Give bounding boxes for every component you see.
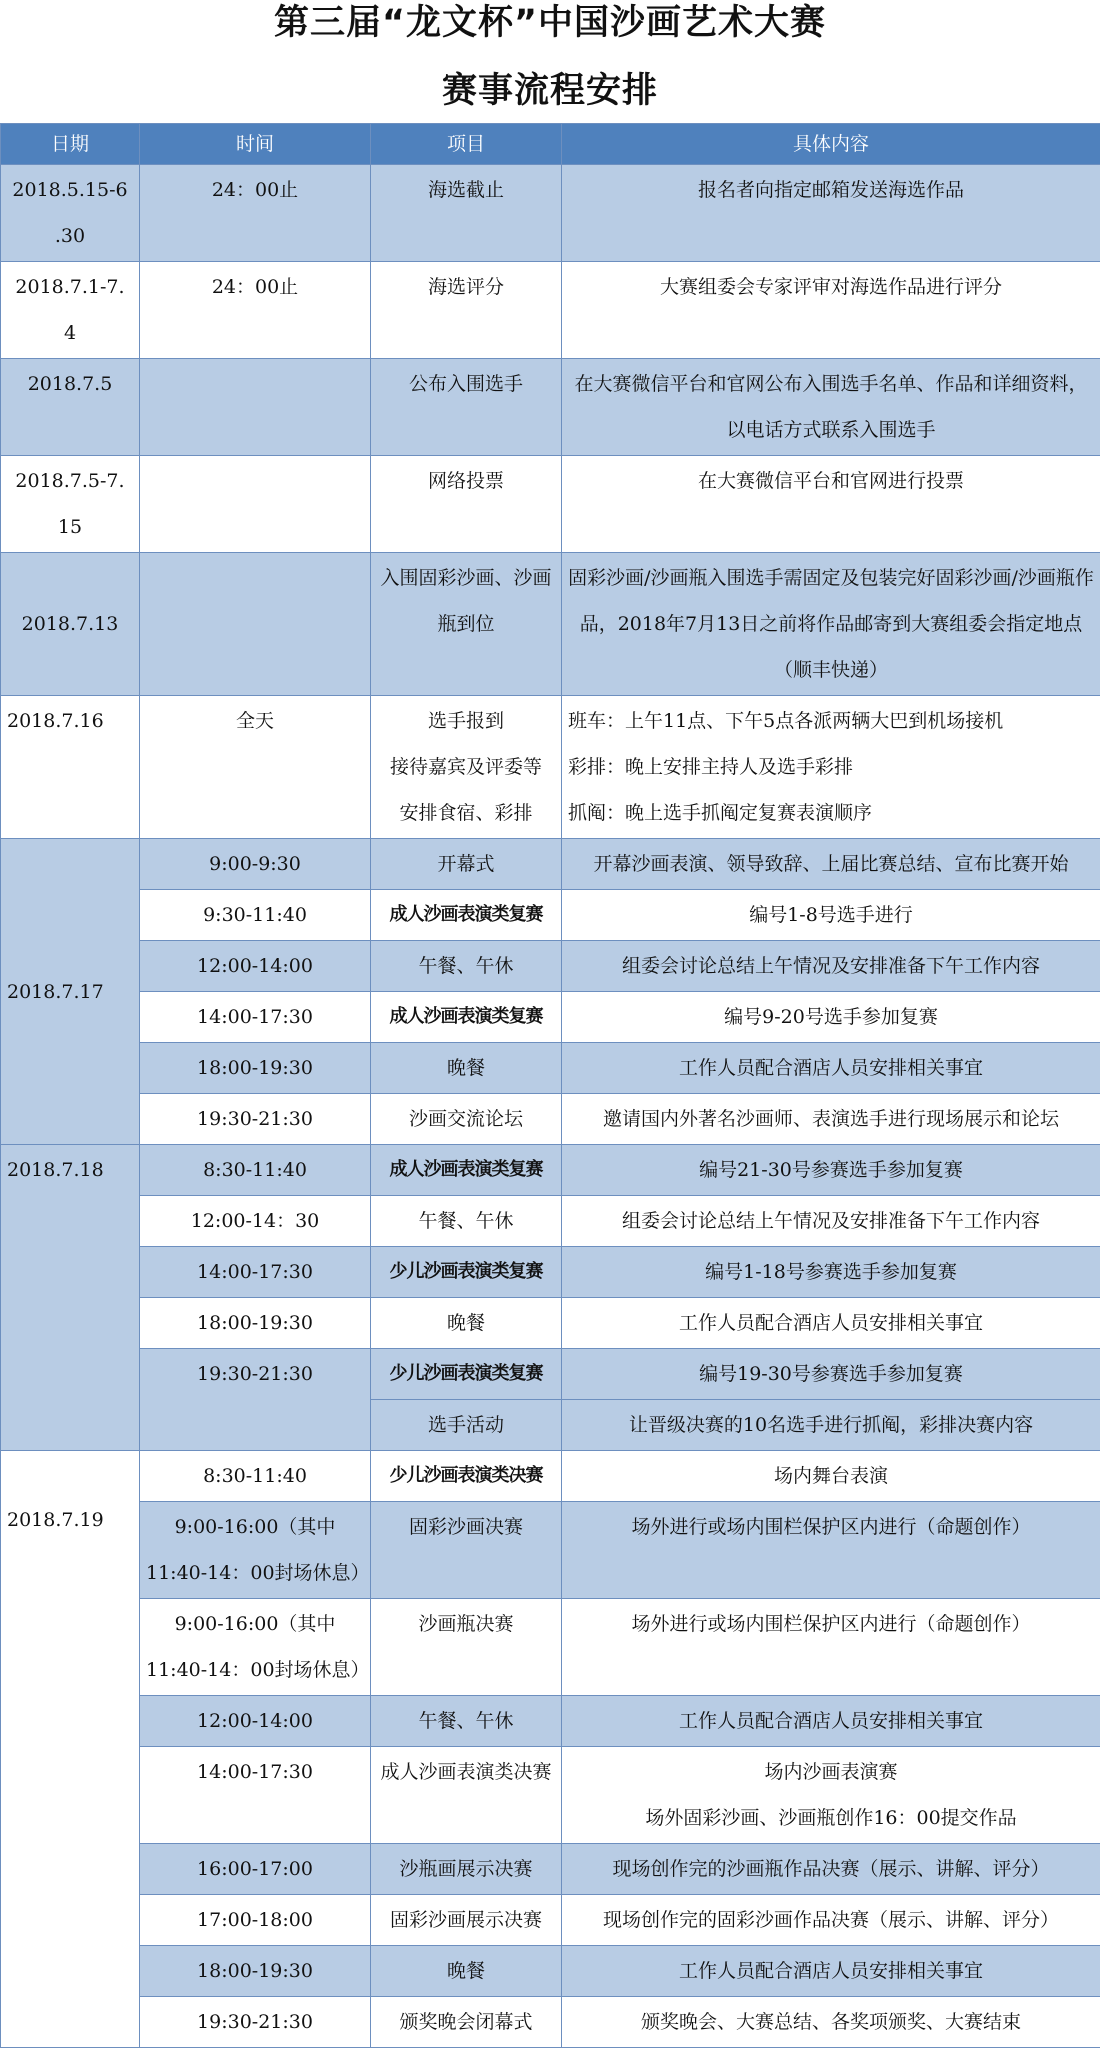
row-time: 9:00-16:00（其中11:40-14：00封场休息） — [140, 1502, 371, 1599]
row-content: 工作人员配合酒店人员安排相关事宜 — [562, 1298, 1100, 1349]
table-row — [1, 992, 1100, 1043]
row-time: 16:00-17:00 — [140, 1844, 371, 1895]
row-item: 成人沙画表演类复赛 — [371, 1145, 562, 1196]
row-content: 开幕沙画表演、领导致辞、上届比赛总结、宣布比赛开始 — [562, 839, 1100, 890]
row-content: 让晋级决赛的10名选手进行抓阄，彩排决赛内容 — [562, 1400, 1100, 1451]
row-item: 沙画瓶决赛 — [371, 1599, 562, 1696]
row-item: 固彩沙画决赛 — [371, 1502, 562, 1599]
row-time: 18:00-19:30 — [140, 1043, 371, 1094]
row-time: 14:00-17:30 — [140, 992, 371, 1043]
row-item: 成人沙画表演类复赛 — [371, 890, 562, 941]
row-item: 颁奖晚会闭幕式 — [371, 1997, 562, 2048]
table-row — [1, 1094, 1100, 1145]
table-row — [1, 1946, 1100, 1997]
row-time — [140, 553, 371, 696]
header-time: 时间 — [140, 124, 371, 165]
row-content: 编号21-30号参赛选手参加复赛 — [562, 1145, 1100, 1196]
row-date: 2018.7.5 — [1, 359, 140, 456]
row-item: 晚餐 — [371, 1043, 562, 1094]
row-time: 全天 — [140, 696, 371, 839]
row-item: 少儿沙画表演类复赛 — [371, 1349, 562, 1400]
row-time: 9:00-9:30 — [140, 839, 371, 890]
row-time: 19:30-21:30 — [140, 1349, 371, 1451]
table-row — [1, 1298, 1100, 1349]
row-content: 组委会讨论总结上午情况及安排准备下午工作内容 — [562, 1196, 1100, 1247]
row-content: 场内舞台表演 — [562, 1451, 1100, 1502]
row-time: 12:00-14:00 — [140, 941, 371, 992]
row-content: 在大赛微信平台和官网公布入围选手名单、作品和详细资料，以电话方式联系入围选手 — [562, 359, 1100, 456]
table-row — [1, 941, 1100, 992]
row-item: 沙画交流论坛 — [371, 1094, 562, 1145]
table-row — [1, 553, 1100, 696]
table-header-row — [1, 124, 1100, 165]
row-content: 工作人员配合酒店人员安排相关事宜 — [562, 1946, 1100, 1997]
header-date: 日期 — [1, 124, 140, 165]
row-item: 少儿沙画表演类复赛 — [371, 1247, 562, 1298]
row-time: 8:30-11:40 — [140, 1145, 371, 1196]
row-item: 少儿沙画表演类决赛 — [371, 1451, 562, 1502]
row-content: 现场创作完的沙画瓶作品决赛（展示、讲解、评分） — [562, 1844, 1100, 1895]
row-content: 现场创作完的固彩沙画作品决赛（展示、讲解、评分） — [562, 1895, 1100, 1946]
row-item: 固彩沙画展示决赛 — [371, 1895, 562, 1946]
row-content: 颁奖晚会、大赛总结、各奖项颁奖、大赛结束 — [562, 1997, 1100, 2048]
schedule-table — [0, 123, 1100, 2048]
table-row — [1, 1451, 1100, 1502]
row-content: 场外进行或场内围栏保护区内进行（命题创作） — [562, 1599, 1100, 1696]
table-row — [1, 890, 1100, 941]
row-content: 场外进行或场内围栏保护区内进行（命题创作） — [562, 1502, 1100, 1599]
row-time: 17:00-18:00 — [140, 1895, 371, 1946]
table-row — [1, 1747, 1100, 1844]
row-date: 2018.7.5-7. 15 — [1, 456, 140, 553]
row-item: 午餐、午休 — [371, 941, 562, 992]
row-item: 选手活动 — [371, 1400, 562, 1451]
row-content: 班车：上午11点、下午5点各派两辆大巴到机场接机 彩排：晚上安排主持人及选手彩排 抓阄：晚上选手抓阄定复赛表演顺序 — [562, 696, 1100, 839]
row-time: 8:30-11:40 — [140, 1451, 371, 1502]
table-row — [1, 165, 1100, 262]
row-time: 9:30-11:40 — [140, 890, 371, 941]
row-time: 24：00止 — [140, 262, 371, 359]
row-content: 编号9-20号选手参加复赛 — [562, 992, 1100, 1043]
row-time: 24：00止 — [140, 165, 371, 262]
row-content: 邀请国内外著名沙画师、表演选手进行现场展示和论坛 — [562, 1094, 1100, 1145]
row-time: 14:00-17:30 — [140, 1247, 371, 1298]
row-time: 19:30-21:30 — [140, 1094, 371, 1145]
row-item: 网络投票 — [371, 456, 562, 553]
header-item: 项目 — [371, 124, 562, 165]
header-content: 具体内容 — [562, 124, 1100, 165]
row-time: 12:00-14:00 — [140, 1696, 371, 1747]
row-time: 14:00-17:30 — [140, 1747, 371, 1844]
row-content: 工作人员配合酒店人员安排相关事宜 — [562, 1696, 1100, 1747]
table-row — [1, 262, 1100, 359]
table-row — [1, 359, 1100, 456]
row-item: 入围固彩沙画、沙画瓶到位 — [371, 553, 562, 696]
row-time: 9:00-16:00（其中11:40-14：00封场休息） — [140, 1599, 371, 1696]
table-row — [1, 1844, 1100, 1895]
row-date: 2018.5.15-6 .30 — [1, 165, 140, 262]
row-item: 晚餐 — [371, 1946, 562, 1997]
row-content: 编号19-30号参赛选手参加复赛 — [562, 1349, 1100, 1400]
table-row — [1, 1502, 1100, 1599]
row-date: 2018.7.16 — [1, 696, 140, 839]
row-item: 晚餐 — [371, 1298, 562, 1349]
table-row — [1, 1043, 1100, 1094]
row-item: 沙瓶画展示决赛 — [371, 1844, 562, 1895]
table-row — [1, 1696, 1100, 1747]
row-time: 12:00-14：30 — [140, 1196, 371, 1247]
row-time — [140, 456, 371, 553]
row-item: 成人沙画表演类复赛 — [371, 992, 562, 1043]
table-row — [1, 456, 1100, 553]
row-item: 午餐、午休 — [371, 1696, 562, 1747]
row-item: 开幕式 — [371, 839, 562, 890]
row-date: 2018.7.17 — [1, 839, 140, 1145]
row-content: 工作人员配合酒店人员安排相关事宜 — [562, 1043, 1100, 1094]
row-content: 在大赛微信平台和官网进行投票 — [562, 456, 1100, 553]
row-item: 海选截止 — [371, 165, 562, 262]
table-row — [1, 1997, 1100, 2048]
table-row — [1, 696, 1100, 839]
row-item: 午餐、午休 — [371, 1196, 562, 1247]
row-item: 成人沙画表演类决赛 — [371, 1747, 562, 1844]
table-row — [1, 1349, 1100, 1400]
row-content: 编号1-18号参赛选手参加复赛 — [562, 1247, 1100, 1298]
table-row — [1, 1196, 1100, 1247]
table-row — [1, 1145, 1100, 1196]
row-time: 18:00-19:30 — [140, 1298, 371, 1349]
row-time: 18:00-19:30 — [140, 1946, 371, 1997]
row-content: 固彩沙画/沙画瓶入围选手需固定及包装完好固彩沙画/沙画瓶作品，2018年7月13日之前将作品邮寄到大赛组委会指定地点（顺丰快递） — [562, 553, 1100, 696]
row-content: 大赛组委会专家评审对海选作品进行评分 — [562, 262, 1100, 359]
document-subtitle: 赛事流程安排 — [0, 46, 1100, 124]
table-row — [1, 1599, 1100, 1696]
row-content: 组委会讨论总结上午情况及安排准备下午工作内容 — [562, 941, 1100, 992]
table-row — [1, 839, 1100, 890]
row-item: 公布入围选手 — [371, 359, 562, 456]
document-title: 第三届“龙文杯”中国沙画艺术大赛 — [0, 0, 1100, 46]
row-content: 报名者向指定邮箱发送海选作品 — [562, 165, 1100, 262]
row-time — [140, 359, 371, 456]
row-item: 海选评分 — [371, 262, 562, 359]
row-content: 场内沙画表演赛 场外固彩沙画、沙画瓶创作16：00提交作品 — [562, 1747, 1100, 1844]
row-item: 选手报到 接待嘉宾及评委等 安排食宿、彩排 — [371, 696, 562, 839]
row-date: 2018.7.19 — [1, 1451, 140, 2048]
row-time: 19:30-21:30 — [140, 1997, 371, 2048]
table-row — [1, 1247, 1100, 1298]
row-date: 2018.7.13 — [1, 553, 140, 696]
row-date: 2018.7.18 — [1, 1145, 140, 1451]
table-row — [1, 1895, 1100, 1946]
row-content: 编号1-8号选手进行 — [562, 890, 1100, 941]
row-date: 2018.7.1-7. 4 — [1, 262, 140, 359]
